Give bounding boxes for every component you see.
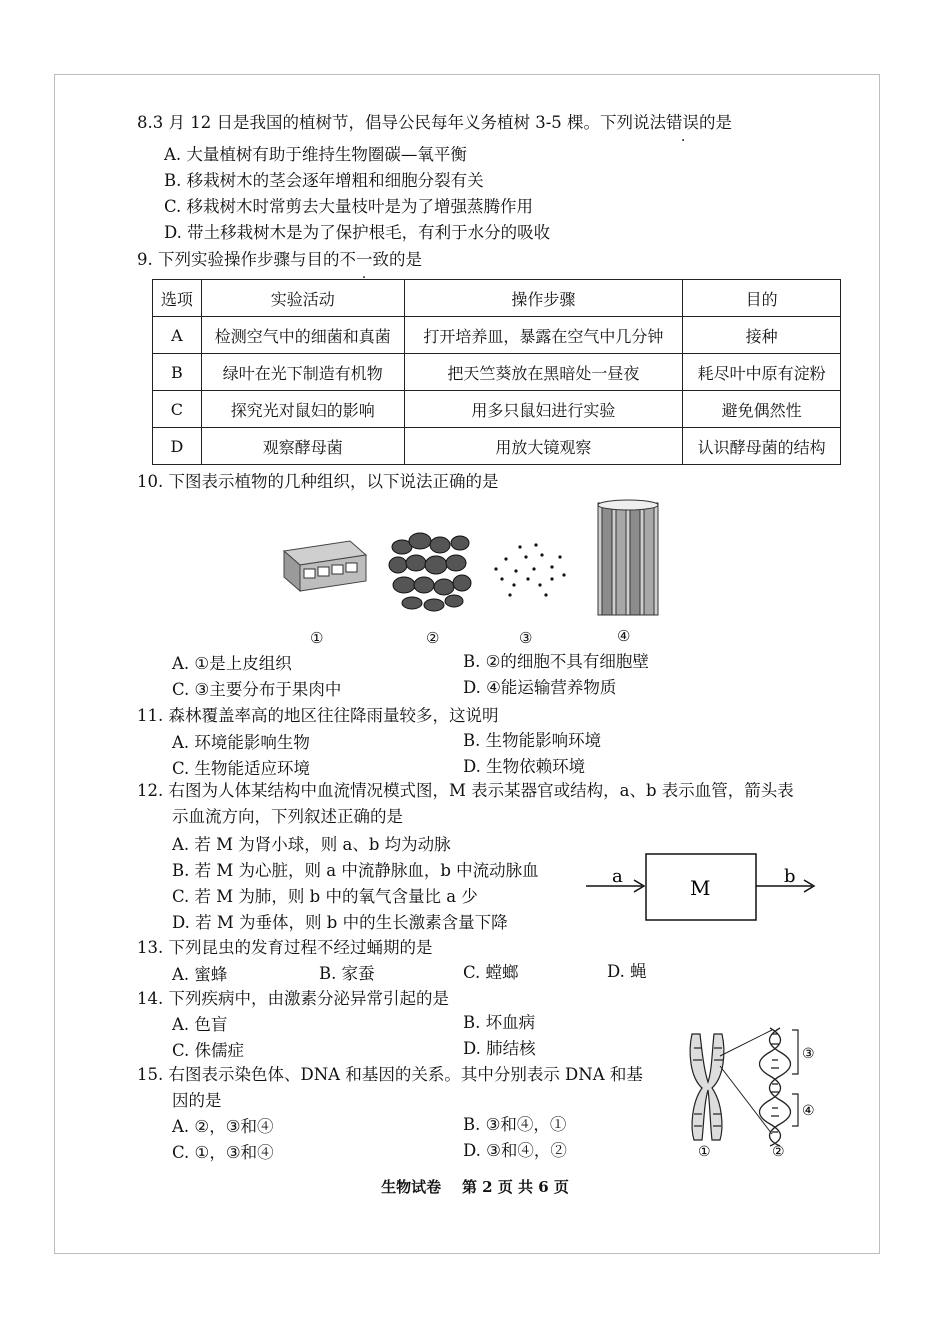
dna-helix-illustration [760,1028,791,1146]
table-cell: 把天竺葵放在黑暗处一昼夜 [404,354,683,391]
q12-stem-line-1: 12. 右图为人体某结构中血流情况模式图，M 表示某器官或结构，a、b 表示血管，箭头表 [137,781,794,800]
q8-option-b: B. 移栽树木的茎会逐年增粗和细胞分裂有关 [164,171,484,190]
table-cell: A [153,317,202,354]
table-cell: B [153,354,202,391]
vessel-a-label: a [612,866,623,887]
label-3: ③ [802,1046,815,1062]
tissue-2-illustration [389,533,471,611]
q10-option-d: D. ④能运输营养物质 [463,678,617,697]
tissue-1-illustration [284,541,366,591]
blood-flow-diagram [582,850,832,930]
q10-option-a: A. ①是上皮组织 [172,654,292,673]
q13-stem: 13. 下列昆虫的发育过程不经过蛹期的是 [137,938,433,957]
q14-option-a: A. 色盲 [172,1015,228,1034]
table-cell: 绿叶在光下制造有机物 [201,354,404,391]
q15-option-a: A. ②，③和④ [172,1117,274,1136]
table-cell: D [153,428,202,465]
q11-option-c: C. 生物能适应环境 [172,759,311,778]
q8-stem-emphasis: 错误 [666,113,700,132]
chromosome-illustration [690,1034,724,1140]
q12-option-c: C. 若 M 为肺，则 b 中的氧气含量比 a 少 [172,887,478,906]
q8-stem-end: 的是 [699,113,733,132]
table-header: 操作步骤 [404,280,683,317]
q15-option-b: B. ③和④，① [463,1115,567,1134]
q9-stem-text: 9. 下列实验操作步骤与目的 [137,250,340,269]
vessel-b-label: b [784,866,796,887]
table-cell: 观察酵母菌 [201,428,404,465]
table-row [153,354,841,391]
table-header: 实验活动 [201,280,404,317]
table-cell: 探究光对鼠妇的影响 [201,391,404,428]
q12-option-d: D. 若 M 为垂体，则 b 中的生长激素含量下降 [172,913,508,932]
q14-option-d: D. 肺结核 [463,1039,536,1058]
q12-stem-line-2: 示血流方向，下列叙述正确的是 [172,807,403,826]
table-cell: 用多只鼠妇进行实验 [404,391,683,428]
page-footer: 生物试卷 第 2 页 共 6 页 [381,1178,569,1196]
tissue-label-2: ② [426,629,440,647]
table-header: 目的 [683,280,841,317]
q9-table [152,279,841,465]
q9-stem-emphasis: 不一致 [339,250,389,269]
label-1: ① [698,1144,711,1160]
q13-option-c: C. 螳螂 [463,963,519,982]
q12-option-a: A. 若 M 为肾小球，则 a、b 均为动脉 [172,835,451,854]
q10-stem: 10. 下图表示植物的几种组织，以下说法正确的是 [137,472,499,491]
q14-option-c: C. 侏儒症 [172,1041,245,1060]
table-cell: 打开培养皿，暴露在空气中几分钟 [404,317,683,354]
tissue-label-3: ③ [519,629,533,647]
table-header-row [153,280,841,317]
table-cell: 耗尽叶中原有淀粉 [683,354,841,391]
table-cell: 接种 [683,317,841,354]
q14-option-b: B. 坏血病 [463,1013,536,1032]
gene-bracket-4 [792,1094,798,1126]
q11-stem: 11. 森林覆盖率高的地区往往降雨量较多，这说明 [137,706,499,725]
table-row [153,428,841,465]
q15-option-d: D. ③和④，② [463,1141,567,1160]
table-row [153,317,841,354]
q8-stem-text: 8.3 月 12 日是我国的植树节，倡导公民每年义务植树 3-5 棵。下列说法 [137,113,667,132]
label-4: ④ [802,1103,815,1119]
q11-option-b: B. 生物能影响环境 [463,731,602,750]
q8-option-a: A. 大量植树有助于维持生物圈碳—氧平衡 [164,145,467,164]
q13-option-b: B. 家蚕 [319,964,375,983]
q15-stem-line-2: 因的是 [172,1091,222,1110]
plant-tissue-figure [270,495,670,625]
q13-option-a: A. 蜜蜂 [172,965,228,984]
gene-bracket-3 [792,1030,798,1074]
q8-stem [137,112,732,134]
organ-m-label: M [690,876,711,900]
table-row [153,391,841,428]
label-2: ② [772,1144,785,1160]
q8-option-d: D. 带土移栽树木是为了保护根毛，有利于水分的吸收 [164,223,551,242]
q8-option-c: C. 移栽树木时常剪去大量枝叶是为了增强蒸腾作用 [164,197,534,216]
q9-stem-end: 的是 [389,250,422,269]
table-header: 选项 [153,280,202,317]
tissue-4-illustration [598,500,658,615]
table-cell: 检测空气中的细菌和真菌 [201,317,404,354]
q15-option-c: C. ①，③和④ [172,1143,274,1162]
table-cell: 用放大镜观察 [404,428,683,465]
q14-stem: 14. 下列疾病中，由激素分泌异常引起的是 [137,989,449,1008]
q13-option-d: D. 蝇 [607,962,647,981]
table-cell: 认识酵母菌的结构 [683,428,841,465]
table-cell: 避免偶然性 [683,391,841,428]
q10-option-c: C. ③主要分布于果肉中 [172,680,342,699]
chromosome-dna-figure [680,1022,825,1162]
q11-option-a: A. 环境能影响生物 [172,733,310,752]
tissue-label-1: ① [310,629,324,647]
q11-option-d: D. 生物依赖环境 [463,757,586,776]
tissue-3-illustration [494,543,565,596]
q15-stem-line-1: 15. 右图表示染色体、DNA 和基因的关系。其中分别表示 DNA 和基 [137,1065,643,1084]
q10-option-b: B. ②的细胞不具有细胞壁 [463,652,649,671]
q9-stem [137,249,422,271]
table-cell: C [153,391,202,428]
q12-option-b: B. 若 M 为心脏，则 a 中流静脉血，b 中流动脉血 [172,861,539,880]
tissue-label-4: ④ [617,627,631,645]
